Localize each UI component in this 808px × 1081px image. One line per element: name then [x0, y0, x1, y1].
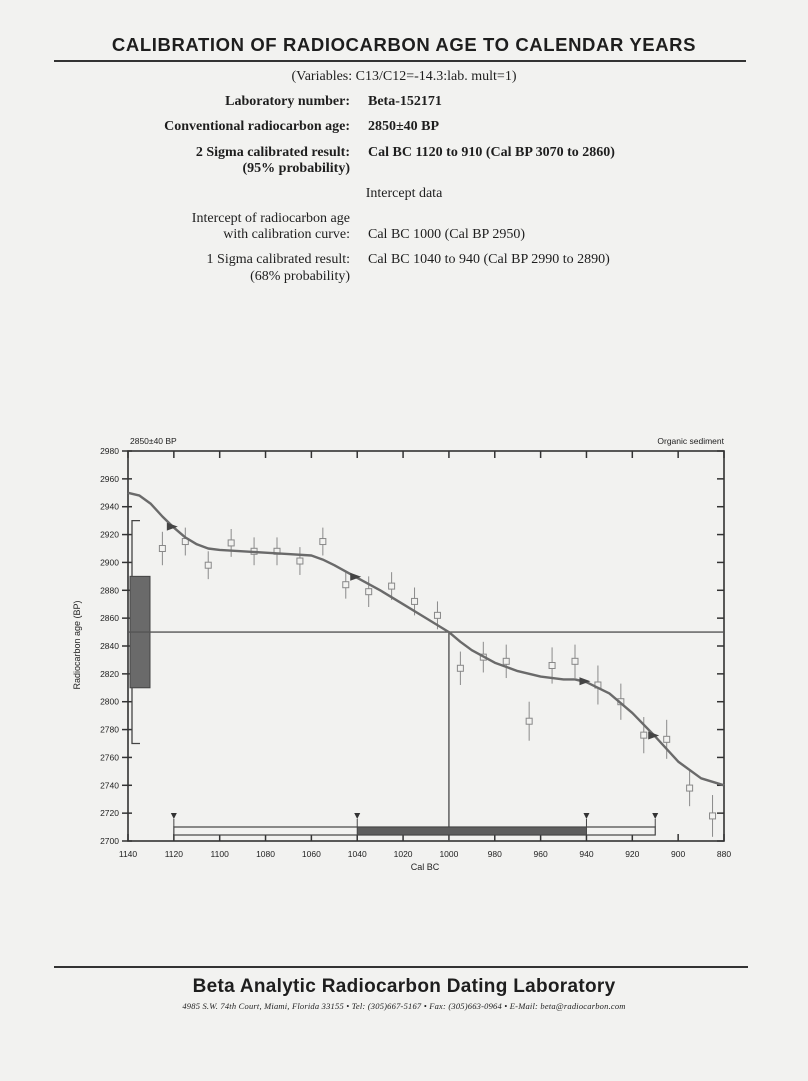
x-tick-label-1000: 1000 [439, 849, 459, 859]
range-marker-910 [652, 813, 658, 819]
data-point [434, 612, 440, 618]
x-tick-label-1060: 1060 [301, 849, 321, 859]
plot-frame [128, 451, 724, 841]
data-point [457, 665, 463, 671]
y-tick-label-2920: 2920 [100, 529, 119, 540]
lab-number-value: Beta-152171 [368, 94, 442, 109]
one-sigma-value: Cal BC 1040 to 940 (Cal BP 2990 to 2890) [368, 252, 610, 267]
y-tick-label-2820: 2820 [100, 668, 119, 679]
x-tick-label-980: 980 [487, 849, 502, 859]
x-tick-label-1100: 1100 [210, 849, 229, 859]
conv-age-label: Conventional radiocarbon age: [164, 119, 350, 134]
variables-line: (Variables: C13/C12=-14.3:lab. mult=1) [291, 69, 517, 84]
data-point [320, 539, 326, 545]
one-sigma-label: 1 Sigma calibrated result: [206, 252, 350, 267]
data-point [687, 785, 693, 791]
x-tick-label-1080: 1080 [256, 849, 275, 859]
y-tick-label-2860: 2860 [100, 613, 119, 624]
x-tick-label-960: 960 [533, 849, 548, 859]
one-sigma-sub: (68% probability) [250, 269, 350, 284]
data-point [412, 598, 418, 604]
data-point [572, 658, 578, 664]
calibration-curve [128, 493, 724, 786]
lab-number-label: Laboratory number: [225, 94, 350, 109]
two-sigma-value: Cal BC 1120 to 910 (Cal BP 3070 to 2860) [368, 145, 615, 160]
footer-rule [54, 966, 748, 968]
cal-1sigma-range [357, 827, 586, 835]
x-tick-label-900: 900 [671, 849, 686, 859]
x-tick-label-940: 940 [579, 849, 594, 859]
x-tick-label-920: 920 [625, 849, 640, 859]
data-point [664, 736, 670, 742]
x-tick-label-1020: 1020 [393, 849, 413, 859]
x-axis-label: Cal BC [410, 862, 440, 872]
data-point [159, 546, 165, 552]
conv-age-value: 2850±40 BP [368, 119, 440, 134]
y-axis-label: Radiocarbon age (BP) [72, 600, 82, 690]
x-tick-label-1120: 1120 [164, 849, 183, 859]
two-sigma-label: 2 Sigma calibrated result: [195, 145, 350, 160]
data-point [526, 718, 532, 724]
range-marker-1040 [354, 813, 360, 819]
lab-address: 4985 S.W. 74th Court, Miami, Florida 33155 • Tel: (305)667-5167 • Fax: (305)663-0964 • E-Mail: beta@radiocarbon.com [182, 1001, 626, 1011]
y-tick-label-2740: 2740 [100, 780, 119, 791]
data-point [503, 658, 509, 664]
x-tick-label-1140: 1140 [118, 849, 138, 859]
y-tick-label-2940: 2940 [100, 501, 119, 512]
page-title: CALIBRATION OF RADIOCARBON AGE TO CALENDAR YEARS [111, 34, 697, 55]
y-tick-label-2980: 2980 [100, 446, 119, 456]
y-tick-label-2960: 2960 [100, 473, 119, 484]
data-point [205, 562, 211, 568]
y-tick-label-2760: 2760 [100, 752, 119, 763]
range-marker-940 [583, 813, 589, 819]
data-point [297, 558, 303, 564]
data-point [343, 582, 349, 588]
lab-name: Beta Analytic Radiocarbon Dating Laboratory [192, 976, 616, 997]
data-point [641, 732, 647, 738]
data-point [549, 663, 555, 669]
data-point [366, 589, 372, 595]
data-point [389, 583, 395, 589]
chart-top-right-label: Organic sediment [657, 436, 724, 446]
range-marker-1120 [171, 813, 177, 819]
two-sigma-sub: (95% probability) [242, 161, 350, 176]
intercept-heading: Intercept data [365, 186, 443, 201]
x-tick-label-880: 880 [716, 849, 732, 859]
data-point [228, 540, 234, 546]
y-tick-label-2900: 2900 [100, 557, 119, 568]
y-tick-label-2780: 2780 [100, 724, 119, 735]
intercept-value: Cal BC 1000 (Cal BP 2950) [368, 227, 525, 242]
y-tick-label-2880: 2880 [100, 585, 119, 596]
data-point [710, 813, 716, 819]
intercept-label-2: with calibration curve: [223, 227, 350, 242]
y-tick-label-2840: 2840 [100, 641, 119, 651]
x-tick-label-1040: 1040 [347, 849, 367, 859]
chart-top-left-label: 2850±40 BP [130, 436, 177, 446]
y-tick-label-2700: 2700 [100, 836, 119, 846]
y-tick-label-2720: 2720 [100, 808, 119, 819]
intercept-label-1: Intercept of radiocarbon age [191, 211, 350, 226]
y-tick-label-2800: 2800 [100, 696, 119, 707]
